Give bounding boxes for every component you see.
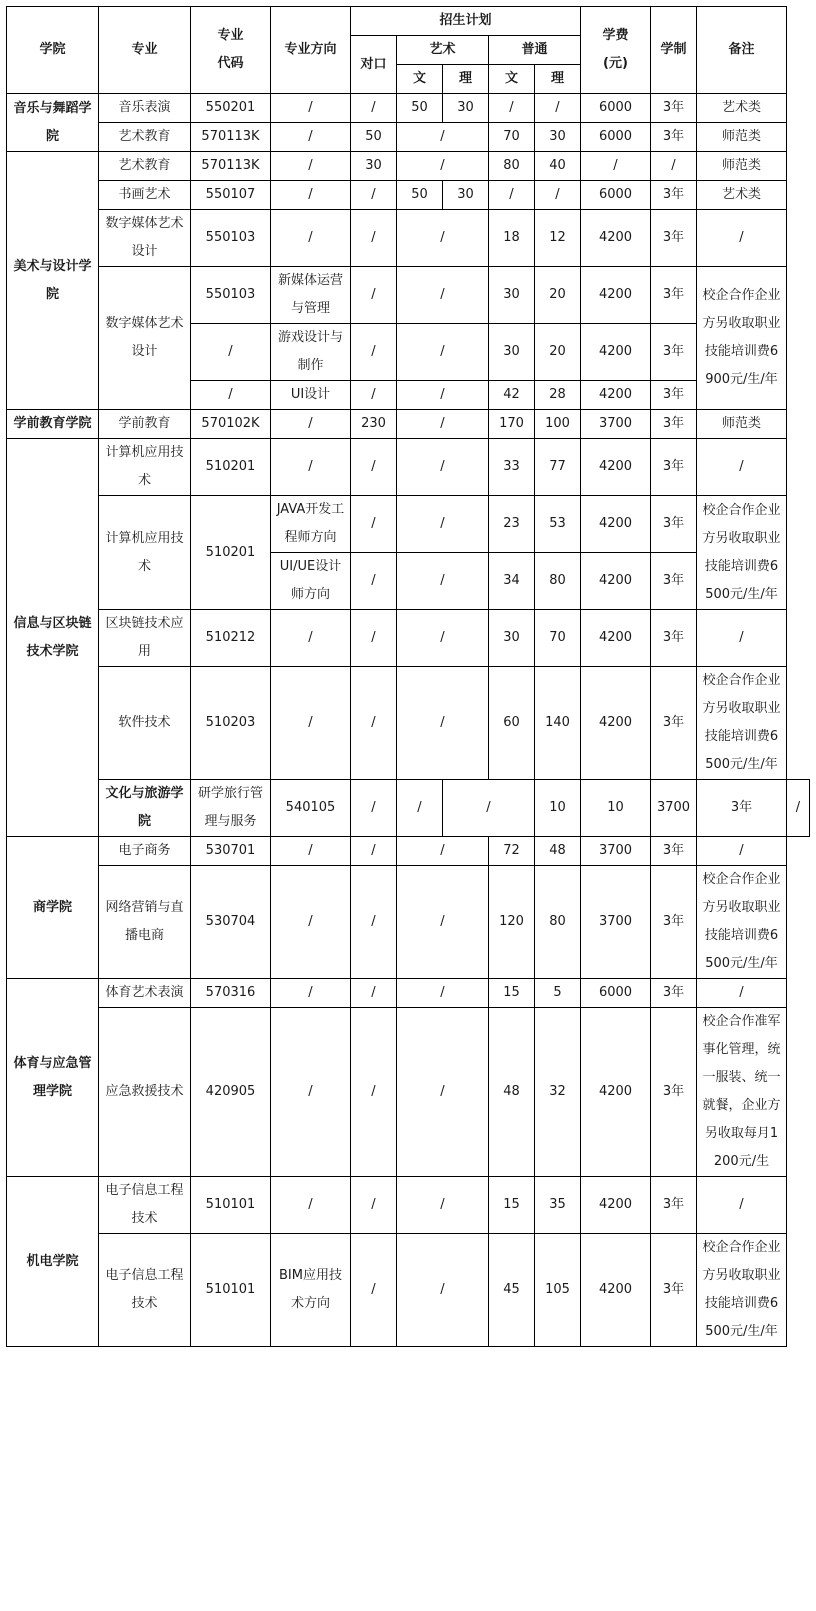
- cell-normal-li: 10: [581, 780, 651, 837]
- cell-college: 体育与应急管理学院: [7, 979, 99, 1177]
- cell-normal-wen: 170: [489, 410, 535, 439]
- cell-normal-li: 20: [535, 267, 581, 324]
- cell-normal-wen: 45: [489, 1234, 535, 1347]
- table-row: [7, 210, 810, 267]
- cell-normal-wen: 70: [489, 123, 535, 152]
- cell-direction: /: [271, 866, 351, 979]
- cell-note: /: [787, 780, 810, 837]
- header-code: [191, 7, 271, 94]
- cell-years: 3年: [651, 123, 697, 152]
- cell-fee: 4200: [581, 267, 651, 324]
- cell-direction: UI/UE设计师方向: [271, 553, 351, 610]
- cell-note: /: [697, 210, 787, 267]
- table-row: [7, 979, 810, 1008]
- cell-art: /: [397, 324, 489, 381]
- header-art-li: 理: [443, 65, 489, 94]
- cell-normal-li: 80: [535, 553, 581, 610]
- cell-normal-wen: /: [489, 181, 535, 210]
- header-code-text: 专业 代码: [217, 28, 244, 71]
- cell-college: 信息与区块链技术学院: [7, 439, 99, 837]
- header-fee-text: 学费 (元): [602, 28, 629, 71]
- cell-years: 3年: [651, 979, 697, 1008]
- cell-code: 570102K: [191, 410, 271, 439]
- cell-direction: /: [271, 94, 351, 123]
- table-row: [7, 439, 810, 496]
- cell-code: 510203: [191, 667, 271, 780]
- cell-major: 艺术教育: [99, 123, 191, 152]
- cell-art: /: [397, 1008, 489, 1177]
- table-row: [7, 496, 810, 553]
- table-body: [7, 94, 810, 1347]
- header-art: 艺术: [397, 36, 489, 65]
- header-years: 学制: [651, 7, 697, 94]
- cell-art: /: [397, 610, 489, 667]
- cell-major: 数字媒体艺术设计: [99, 210, 191, 267]
- cell-code: 550103: [191, 267, 271, 324]
- cell-years: 3年: [651, 553, 697, 610]
- cell-code: 570316: [191, 979, 271, 1008]
- cell-art: /: [397, 381, 489, 410]
- cell-code: 550107: [191, 181, 271, 210]
- cell-note: /: [697, 439, 787, 496]
- cell-art: /: [397, 866, 489, 979]
- cell-normal-li: 70: [535, 610, 581, 667]
- cell-normal-wen: 23: [489, 496, 535, 553]
- cell-art-wen: 50: [397, 181, 443, 210]
- header-direction: 专业方向: [271, 7, 351, 94]
- header-art-wen: 文: [397, 65, 443, 94]
- cell-direction: UI设计: [271, 381, 351, 410]
- cell-duikou: /: [351, 439, 397, 496]
- cell-major: 电子商务: [99, 837, 191, 866]
- cell-art: /: [397, 410, 489, 439]
- cell-art-li: 30: [443, 94, 489, 123]
- cell-major: 网络营销与直播电商: [99, 866, 191, 979]
- cell-code: 550103: [191, 210, 271, 267]
- cell-note: 校企合作企业方另收取职业技能培训费6500元/生/年: [697, 667, 787, 780]
- header-note: 备注: [697, 7, 787, 94]
- cell-code: 530704: [191, 866, 271, 979]
- cell-college: 学前教育学院: [7, 410, 99, 439]
- cell-normal-wen: 15: [489, 1177, 535, 1234]
- cell-normal-li: 53: [535, 496, 581, 553]
- cell-code: 510201: [191, 439, 271, 496]
- cell-major: 数字媒体艺术设计: [99, 267, 191, 410]
- cell-duikou: 50: [351, 123, 397, 152]
- cell-art: /: [397, 1234, 489, 1347]
- cell-direction: /: [351, 780, 397, 837]
- cell-normal-wen: 48: [489, 1008, 535, 1177]
- header-major: 专业: [99, 7, 191, 94]
- cell-normal-li: 100: [535, 410, 581, 439]
- cell-major: 计算机应用技术: [99, 496, 191, 610]
- cell-fee: 4200: [581, 610, 651, 667]
- cell-normal-li: 48: [535, 837, 581, 866]
- cell-duikou: /: [351, 553, 397, 610]
- cell-duikou: /: [351, 1008, 397, 1177]
- cell-duikou: /: [351, 667, 397, 780]
- cell-fee: 3700: [581, 410, 651, 439]
- table-row: [7, 267, 810, 324]
- cell-art: /: [397, 1177, 489, 1234]
- header-college: 学院: [7, 7, 99, 94]
- cell-duikou: /: [351, 496, 397, 553]
- table-row: [7, 866, 810, 979]
- cell-normal-wen: 33: [489, 439, 535, 496]
- cell-normal-li: 35: [535, 1177, 581, 1234]
- cell-major: 学前教育: [99, 410, 191, 439]
- cell-code: 570113K: [191, 152, 271, 181]
- header-normal-wen: 文: [489, 65, 535, 94]
- cell-code: 420905: [191, 1008, 271, 1177]
- cell-note: 艺术类: [697, 94, 787, 123]
- cell-normal-wen: 60: [489, 667, 535, 780]
- cell-years: 3年: [651, 267, 697, 324]
- cell-direction: /: [271, 610, 351, 667]
- cell-note: 校企合作企业方另收取职业技能培训费6500元/生/年: [697, 866, 787, 979]
- cell-normal-wen: /: [489, 94, 535, 123]
- cell-fee: 3700: [581, 866, 651, 979]
- cell-note: 校企合作准军事化管理，统一服装、统一就餐，企业方另收取每月1200元/生: [697, 1008, 787, 1177]
- cell-normal-wen: 18: [489, 210, 535, 267]
- cell-fee: 4200: [581, 324, 651, 381]
- cell-normal-li: /: [535, 181, 581, 210]
- cell-code: 510101: [191, 1234, 271, 1347]
- cell-art: /: [397, 210, 489, 267]
- cell-note: /: [697, 837, 787, 866]
- cell-direction: /: [271, 667, 351, 780]
- cell-normal-li: 105: [535, 1234, 581, 1347]
- cell-direction: /: [271, 181, 351, 210]
- cell-direction: 游戏设计与制作: [271, 324, 351, 381]
- cell-normal-wen: 72: [489, 837, 535, 866]
- cell-college: 美术与设计学院: [7, 152, 99, 410]
- cell-duikou: 30: [351, 152, 397, 181]
- enrollment-plan-table: [6, 6, 810, 1347]
- cell-years: 3年: [651, 181, 697, 210]
- cell-code: 530701: [191, 837, 271, 866]
- cell-years: 3年: [651, 324, 697, 381]
- cell-major: 电子信息工程技术: [99, 1177, 191, 1234]
- cell-note: /: [697, 979, 787, 1008]
- cell-years: 3年: [651, 496, 697, 553]
- cell-years: 3年: [651, 837, 697, 866]
- cell-code: /: [191, 324, 271, 381]
- table-row: [7, 1234, 810, 1347]
- cell-years: 3年: [651, 210, 697, 267]
- cell-note: 校企合作企业方另收取职业技能培训费6500元/生/年: [697, 1234, 787, 1347]
- cell-fee: 3700: [581, 837, 651, 866]
- cell-art: /: [397, 553, 489, 610]
- cell-fee: 4200: [581, 667, 651, 780]
- cell-years: /: [651, 152, 697, 181]
- cell-normal-li: 28: [535, 381, 581, 410]
- cell-direction: /: [271, 1008, 351, 1177]
- cell-duikou: 230: [351, 410, 397, 439]
- cell-art: /: [397, 837, 489, 866]
- cell-years: 3年: [651, 610, 697, 667]
- cell-normal-li: 20: [535, 324, 581, 381]
- table-row: [7, 94, 810, 123]
- cell-normal-wen: 15: [489, 979, 535, 1008]
- cell-fee: /: [581, 152, 651, 181]
- cell-years: 3年: [651, 439, 697, 496]
- cell-direction: JAVA开发工程师方向: [271, 496, 351, 553]
- cell-art: /: [397, 667, 489, 780]
- table-row: [7, 410, 810, 439]
- cell-code: 570113K: [191, 123, 271, 152]
- cell-fee: 4200: [581, 439, 651, 496]
- table-row: [7, 181, 810, 210]
- cell-normal-li: 40: [535, 152, 581, 181]
- cell-note: /: [697, 610, 787, 667]
- cell-art: /: [397, 152, 489, 181]
- cell-normal-wen: 42: [489, 381, 535, 410]
- table-row: [7, 1008, 810, 1177]
- cell-years: 3年: [651, 667, 697, 780]
- cell-code: 550201: [191, 94, 271, 123]
- cell-major: 研学旅行管理与服务: [191, 780, 271, 837]
- cell-normal-wen: 120: [489, 866, 535, 979]
- cell-fee: 4200: [581, 1177, 651, 1234]
- cell-college: 文化与旅游学院: [99, 780, 191, 837]
- header-plan: 招生计划: [351, 7, 581, 36]
- cell-normal-wen: 10: [535, 780, 581, 837]
- cell-years: 3年: [651, 1177, 697, 1234]
- cell-normal-li: 5: [535, 979, 581, 1008]
- cell-years: 3年: [651, 866, 697, 979]
- cell-duikou: /: [351, 181, 397, 210]
- cell-normal-li: 77: [535, 439, 581, 496]
- cell-code: 540105: [271, 780, 351, 837]
- cell-major: 书画艺术: [99, 181, 191, 210]
- cell-note: 师范类: [697, 410, 787, 439]
- cell-fee: 4200: [581, 553, 651, 610]
- cell-direction: /: [271, 979, 351, 1008]
- cell-normal-wen: 30: [489, 324, 535, 381]
- cell-duikou: /: [351, 210, 397, 267]
- cell-major: 体育艺术表演: [99, 979, 191, 1008]
- cell-normal-li: 32: [535, 1008, 581, 1177]
- cell-code: 510201: [191, 496, 271, 610]
- cell-normal-li: 30: [535, 123, 581, 152]
- cell-fee: 4200: [581, 210, 651, 267]
- cell-art: /: [397, 496, 489, 553]
- cell-duikou: /: [351, 267, 397, 324]
- cell-major: 音乐表演: [99, 94, 191, 123]
- cell-college: 机电学院: [7, 1177, 99, 1347]
- cell-direction: /: [271, 1177, 351, 1234]
- cell-direction: /: [271, 152, 351, 181]
- cell-normal-li: 80: [535, 866, 581, 979]
- cell-years: 3年: [697, 780, 787, 837]
- cell-fee: 4200: [581, 381, 651, 410]
- cell-fee: 4200: [581, 1234, 651, 1347]
- cell-fee: 6000: [581, 94, 651, 123]
- cell-major: 电子信息工程技术: [99, 1234, 191, 1347]
- cell-normal-wen: 30: [489, 610, 535, 667]
- cell-direction: /: [271, 410, 351, 439]
- cell-years: 3年: [651, 1008, 697, 1177]
- cell-normal-wen: 34: [489, 553, 535, 610]
- table-row: [7, 780, 810, 837]
- cell-direction: /: [271, 439, 351, 496]
- cell-art: /: [397, 267, 489, 324]
- cell-note: 师范类: [697, 152, 787, 181]
- cell-duikou: /: [351, 381, 397, 410]
- header-duikou: 对口: [351, 36, 397, 94]
- cell-code: 510101: [191, 1177, 271, 1234]
- cell-art-li: 30: [443, 181, 489, 210]
- enrollment-plan-table-wrapper: [6, 6, 810, 1347]
- cell-note: 校企合作企业方另收取职业技能培训费6500元/生/年: [697, 496, 787, 610]
- table-row: [7, 152, 810, 181]
- cell-major: 艺术教育: [99, 152, 191, 181]
- cell-art: /: [397, 123, 489, 152]
- cell-fee: 6000: [581, 979, 651, 1008]
- cell-years: 3年: [651, 1234, 697, 1347]
- cell-years: 3年: [651, 381, 697, 410]
- cell-art: /: [397, 979, 489, 1008]
- cell-fee: 6000: [581, 181, 651, 210]
- cell-fee: 6000: [581, 123, 651, 152]
- cell-major: 区块链技术应用: [99, 610, 191, 667]
- cell-direction: /: [271, 837, 351, 866]
- cell-normal-li: 12: [535, 210, 581, 267]
- cell-duikou: /: [351, 979, 397, 1008]
- cell-duikou: /: [351, 94, 397, 123]
- cell-direction: /: [271, 210, 351, 267]
- cell-duikou: /: [351, 837, 397, 866]
- cell-normal-wen: 80: [489, 152, 535, 181]
- table-row: [7, 837, 810, 866]
- cell-normal-li: /: [535, 94, 581, 123]
- cell-normal-li: 140: [535, 667, 581, 780]
- cell-major: 计算机应用技术: [99, 439, 191, 496]
- cell-art: /: [443, 780, 535, 837]
- cell-fee: 4200: [581, 496, 651, 553]
- cell-note: /: [697, 1177, 787, 1234]
- cell-note: 师范类: [697, 123, 787, 152]
- table-row: [7, 667, 810, 780]
- cell-duikou: /: [351, 866, 397, 979]
- cell-note: 艺术类: [697, 181, 787, 210]
- cell-major: 软件技术: [99, 667, 191, 780]
- cell-art: /: [397, 439, 489, 496]
- cell-code: 510212: [191, 610, 271, 667]
- cell-duikou: /: [397, 780, 443, 837]
- cell-note: 校企合作企业方另收取职业技能培训费6900元/生/年: [697, 267, 787, 410]
- cell-direction: 新媒体运营与管理: [271, 267, 351, 324]
- cell-code: /: [191, 381, 271, 410]
- cell-college: 商学院: [7, 837, 99, 979]
- cell-years: 3年: [651, 94, 697, 123]
- cell-years: 3年: [651, 410, 697, 439]
- cell-direction: /: [271, 123, 351, 152]
- cell-art-wen: 50: [397, 94, 443, 123]
- cell-normal-wen: 30: [489, 267, 535, 324]
- cell-fee: 3700: [651, 780, 697, 837]
- table-row: [7, 123, 810, 152]
- cell-duikou: /: [351, 324, 397, 381]
- cell-duikou: /: [351, 1234, 397, 1347]
- table-row: [7, 1177, 810, 1234]
- table-row: [7, 610, 810, 667]
- cell-fee: 4200: [581, 1008, 651, 1177]
- header-normal: 普通: [489, 36, 581, 65]
- header-normal-li: 理: [535, 65, 581, 94]
- cell-college: 音乐与舞蹈学院: [7, 94, 99, 152]
- header-fee: [581, 7, 651, 94]
- cell-major: 应急救援技术: [99, 1008, 191, 1177]
- cell-duikou: /: [351, 610, 397, 667]
- cell-direction: BIM应用技术方向: [271, 1234, 351, 1347]
- cell-duikou: /: [351, 1177, 397, 1234]
